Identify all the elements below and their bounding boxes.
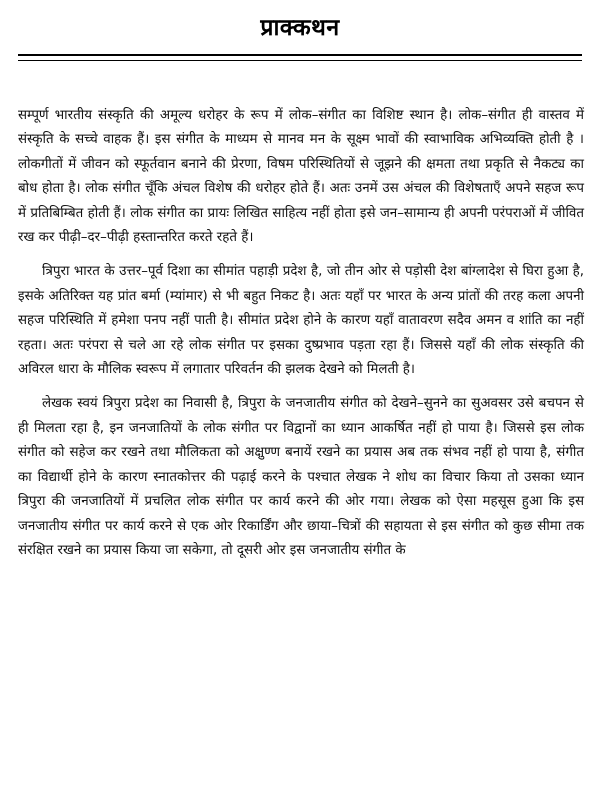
paragraph-2: त्रिपुरा भारत के उत्तर–पूर्व दिशा का सीमांत पहाड़ी प्रदेश है, जो तीन ओर से पड़ोसी देश बांग्लादेश से घिरा हुआ है, इसके अतिरिक्त यह प्रांत बर्मा (म्यांमार) से भी बहुत निकट है। अतः यहाँ पर भारत के अन्य प्रांतों की तरह कला अपनी सहज परिस्थिति में हमेशा पनप नहीं पाती है। सीमांत प्रदेश होने के कारण यहाँ वातावरण सदैव अमन व शांति का नहीं रहता। अतः परंपरा से चले आ रहे लोक संगीत पर इसका दुष्प्रभाव पड़ता रहा हैं। जिससे यहाँ की लोक संस्कृति की अविरल धारा के मौलिक स्वरूप में लगातार परिवर्तन की झलक देखने को मिलती है। bbox=[18, 264, 584, 378]
title-underline-thin bbox=[18, 60, 582, 61]
paragraph-3: लेखक स्वयं त्रिपुरा प्रदेश का निवासी है, त्रिपुरा के जनजातीय संगीत को देखने–सुनने का सुअवसर उसे बचपन से ही मिलता रहा है, इन जनजातियों के लोक संगीत पर विद्वानों का ध्यान आकर्षित नहीं हो पाया है। जिससे इस लोक संगीत को सहेज कर रखने तथा मौलिकता को अक्षुण्ण बनायें रखने का प्रयास अब तक संभव नहीं हो पाया है, संगीत का विद्यार्थी होने के कारण स्नातकोत्तर की पढ़ाई करने के पश्चात लेखक ने शोध का विचार किया तो उसका ध्यान त्रिपुरा की जनजातियों में प्रचलित लोक संगीत पर कार्य करने की ओर गया। लेखक को ऐसा महसूस हुआ कि इस जनजातीय संगीत पर कार्य करने से एक ओर रिकार्डिंग और छाया–चित्रों की सहायता से इस संगीत को कुछ सीमा तक संरक्षित रखने का प्रयास किया जा सकेगा, तो दूसरी ओर इस जनजातीय संगीत के bbox=[18, 396, 584, 558]
page-title: प्राक्कथन bbox=[260, 15, 340, 41]
paragraph-1: सम्पूर्ण भारतीय संस्कृति की अमूल्य धरोहर के रूप में लोक–संगीत का विशिष्ट स्थान है। लोक–संगीत ही वास्तव में संस्कृति के सच्चे वाहक हैं। इस संगीत के माध्यम से मानव मन के सूक्ष्म भावों की स्वाभाविक अभिव्यक्ति होती है । लोकगीतों में जीवन को स्फूर्तवान बनाने की प्रेरणा, विषम परिस्थितियों से जूझने की क्षमता तथा प्रकृति से नैकट्य का बोध होता है। लोक संगीत चूँकि अंचल विशेष की धरोहर होते हैं। अतः उनमें उस अंचल की विशेषताएँ अपने सहज रूप में प्रतिबिम्बित होती हैं। लोक संगीत का प्रायः लिखित साहित्य नहीं होता इसे जन–सामान्य ही अपनी परंपराओं में जीवित रख कर पीढ़ी–दर–पीढ़ी हस्तान्तरित करते रहते हैं। bbox=[18, 108, 584, 246]
body-text bbox=[18, 104, 584, 573]
title-underline-thick bbox=[18, 54, 582, 56]
